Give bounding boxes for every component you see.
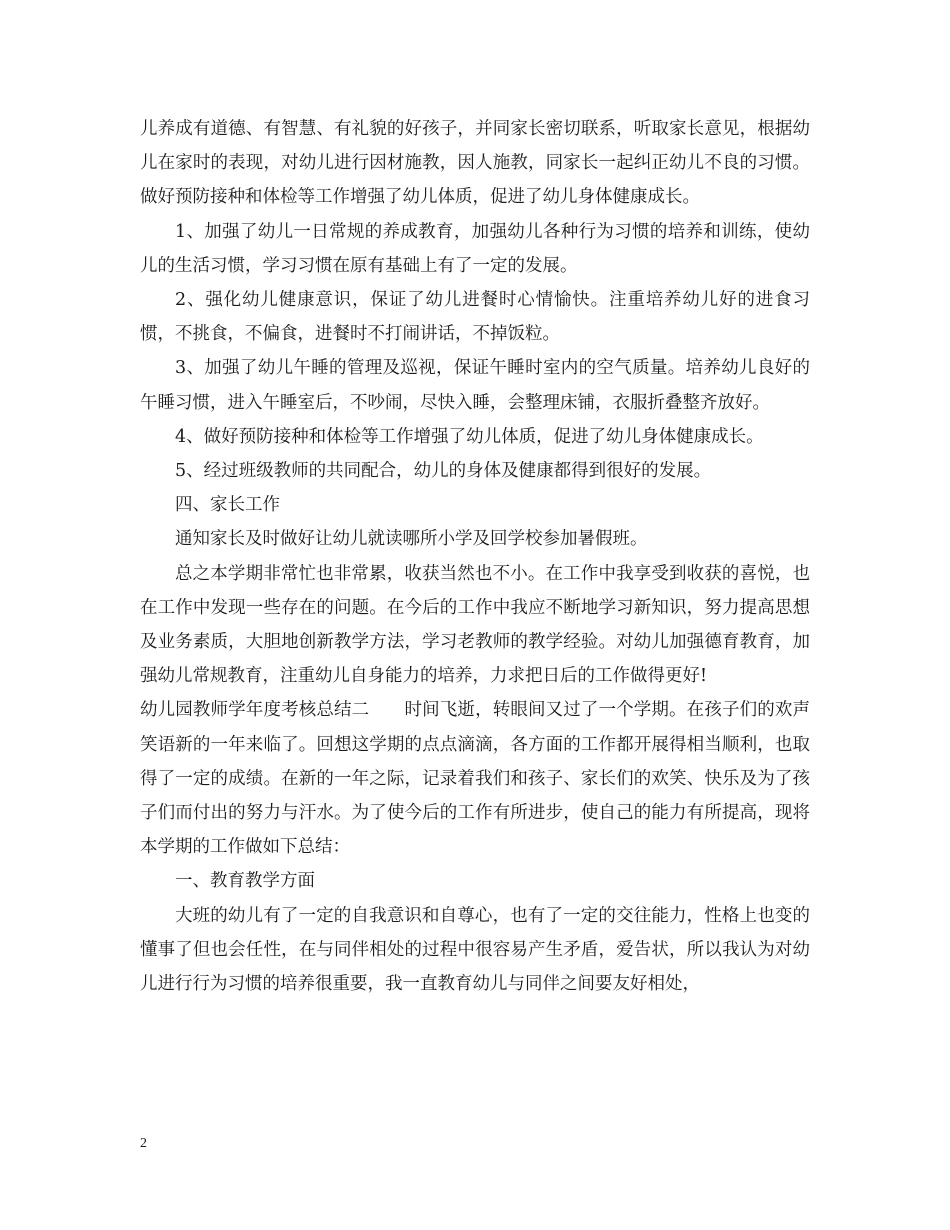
- paragraph-10: 幼儿园教师学年度考核总结二 时间飞逝，转眼间又过了一个学期。在孩子们的欢声笑语新的一年来临了。回想这学期的点点滴滴，各方面的工作都开展得相当顺利，也取得了一定的成绩。在新的一年之际，记录着我们和孩子、家长们的欢笑、快乐及为了孩子们而付出的努力与汗水。为了使今后的工作有所进步，使自己的能力有所提高，现将本学期的工作做如下总结：: [140, 700, 810, 858]
- paragraph-6: 5、经过班级教师的共同配合，幼儿的身体及健康都得到很好的发展。: [175, 461, 712, 482]
- paragraph-2: 1、加强了幼儿一日常规的养成教育，加强幼儿各种行为习惯的培养和训练，使幼儿的生活习惯，学习习惯在原有基础上有了一定的发展。: [140, 221, 810, 276]
- document-body: [140, 112, 810, 1001]
- paragraph-9: 总之本学期非常忙也非常累，收获当然也不小。在工作中我享受到收获的喜悦，也在工作中发现一些存在的问题。在今后的工作中我应不断地学习新知识，努力提高思想及业务素质，大胆地创新教学方法，学习老教师的教学经验。对幼儿加强德育教育，加强幼儿常规教育，注重幼儿自身能力的培养，力求把日后的工作做得更好!: [140, 563, 810, 687]
- section-heading-education: 一、教育教学方面: [175, 871, 315, 892]
- paragraph-4: 3、加强了幼儿午睡的管理及巡视，保证午睡时室内的空气质量。培养幼儿良好的午睡习惯，进入午睡室后，不吵闹，尽快入睡，会整理床铺，衣服折叠整齐放好。: [140, 358, 810, 413]
- paragraph-5: 4、做好预防接种和体检等工作增强了幼儿体质，促进了幼儿身体健康成长。: [175, 426, 764, 447]
- section-heading-parents: 四、家长工作: [175, 495, 280, 516]
- paragraph-3: 2、强化幼儿健康意识，保证了幼儿进餐时心情愉快。注重培养幼儿好的进食习惯，不挑食，不偏食，进餐时不打闹讲话，不掉饭粒。: [140, 290, 810, 345]
- paragraph-12: 大班的幼儿有了一定的自我意识和自尊心，也有了一定的交往能力，性格上也变的懂事了但也会任性，在与同伴相处的过程中很容易产生矛盾，爱告状，所以我认为对幼儿进行行为习惯的培养很重要，我一直教育幼儿与同伴之间要友好相处，: [140, 905, 810, 995]
- paragraph-1: 儿养成有道德、有智慧、有礼貌的好孩子，并同家长密切联系，听取家长意见，根据幼儿在家时的表现，对幼儿进行因材施教，因人施教，同家长一起纠正幼儿不良的习惯。做好预防接种和体检等工作增强了幼儿体质，促进了幼儿身体健康成长。: [140, 119, 810, 208]
- paragraph-8: 通知家长及时做好让幼儿就读哪所小学及回学校参加暑假班。: [175, 529, 648, 550]
- page-number: 2: [140, 1136, 147, 1151]
